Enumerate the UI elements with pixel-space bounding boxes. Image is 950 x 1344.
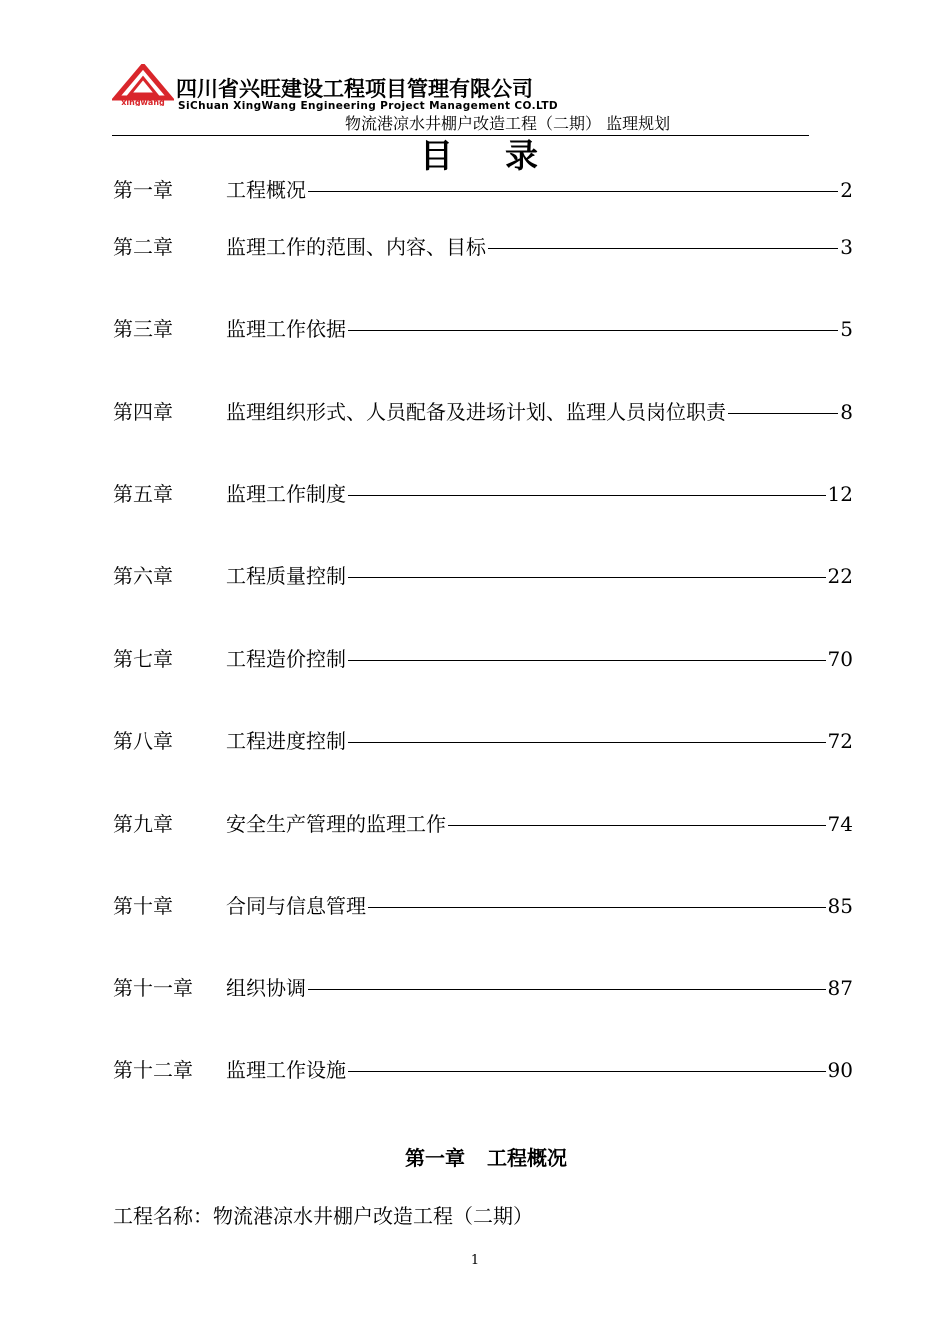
toc-entry-leader xyxy=(348,742,826,743)
section-heading xyxy=(405,1144,567,1172)
toc-entry-heading: 安全生产管理的监理工作 xyxy=(226,812,446,836)
toc-entry-leader xyxy=(308,191,838,192)
toc-entry-leader xyxy=(348,577,826,578)
toc-entry[interactable] xyxy=(113,315,853,343)
toc-entry-page: 74 xyxy=(827,812,853,836)
toc-entry-leader xyxy=(348,660,826,661)
section-chapter: 第一章 xyxy=(405,1146,465,1170)
company-name-cn: 四川省兴旺建设工程项目管理有限公司 xyxy=(176,77,533,101)
toc-entry-chapter: 第四章 xyxy=(113,400,173,424)
toc-entry-leader xyxy=(348,495,826,496)
toc-entry-heading: 合同与信息管理 xyxy=(226,894,366,918)
toc-entry-page: 90 xyxy=(827,1058,853,1082)
toc-entry-chapter: 第七章 xyxy=(113,647,173,671)
toc-entry-heading: 监理工作的范围、内容、目标 xyxy=(226,235,486,259)
toc-entry[interactable] xyxy=(113,810,853,838)
company-logo xyxy=(112,64,174,106)
toc-entry[interactable] xyxy=(113,233,853,261)
toc-entry-heading: 工程概况 xyxy=(226,178,306,202)
toc-entry-page: 22 xyxy=(827,564,853,588)
toc-entry-leader xyxy=(448,825,826,826)
toc-entry-page: 3 xyxy=(840,235,853,259)
toc-entry-chapter: 第六章 xyxy=(113,564,173,588)
triangle-logo-icon xyxy=(112,64,174,106)
toc-entry-chapter: 第十二章 xyxy=(113,1058,193,1082)
toc-entry-chapter: 第二章 xyxy=(113,235,173,259)
toc-entry[interactable] xyxy=(113,480,853,508)
toc-entry-leader xyxy=(308,989,826,990)
toc-entry-page: 70 xyxy=(827,647,853,671)
toc-entry-heading: 监理组织形式、人员配备及进场计划、监理人员岗位职责 xyxy=(226,400,726,424)
toc-entry-heading: 工程造价控制 xyxy=(226,647,346,671)
section-title: 工程概况 xyxy=(487,1146,567,1170)
toc-entry-page: 87 xyxy=(827,976,853,1000)
toc-entry-chapter: 第九章 xyxy=(113,812,173,836)
logo-wordmark: xingwang xyxy=(121,98,165,106)
toc-entry-page: 5 xyxy=(840,317,853,341)
toc-entry-heading: 监理工作制度 xyxy=(226,482,346,506)
project-name-label: 工程名称： xyxy=(113,1204,213,1228)
toc-entry-page: 85 xyxy=(827,894,853,918)
toc-entry-heading: 组织协调 xyxy=(226,976,306,1000)
toc-entry-leader xyxy=(348,330,838,331)
toc-entry-chapter: 第八章 xyxy=(113,729,173,753)
toc-entry[interactable] xyxy=(113,1056,853,1084)
toc-entry[interactable] xyxy=(113,892,853,920)
project-name-value: 物流港凉水井棚户改造工程（二期） xyxy=(213,1204,533,1228)
toc-entry-heading: 工程质量控制 xyxy=(226,564,346,588)
toc-entry-chapter: 第十一章 xyxy=(113,976,193,1000)
toc-entry-heading: 监理工作设施 xyxy=(226,1058,346,1082)
toc-entry[interactable] xyxy=(113,645,853,673)
toc-entry-chapter: 第三章 xyxy=(113,317,173,341)
toc-entry-heading: 工程进度控制 xyxy=(226,729,346,753)
toc-entry-heading: 监理工作依据 xyxy=(226,317,346,341)
toc-entry-leader xyxy=(488,248,838,249)
toc-entry-leader xyxy=(728,413,838,414)
toc-entry[interactable] xyxy=(113,974,853,1002)
toc-entry[interactable] xyxy=(113,398,853,426)
page-number: 1 xyxy=(470,1253,480,1268)
project-name-line xyxy=(113,1202,533,1230)
toc-title: 目录 xyxy=(420,136,590,175)
company-name-en: SiChuan XingWang Engineering Project Management CO.LTD xyxy=(178,100,559,112)
toc-entry-page: 8 xyxy=(840,400,853,424)
toc-entry-page: 12 xyxy=(827,482,853,506)
toc-entry-leader xyxy=(368,907,826,908)
toc-entry-chapter: 第一章 xyxy=(113,178,173,202)
toc-entry[interactable] xyxy=(113,727,853,755)
toc-entry[interactable] xyxy=(113,562,853,590)
toc-entry-page: 72 xyxy=(827,729,853,753)
toc-entry-page: 2 xyxy=(840,178,853,202)
toc-entry-chapter: 第五章 xyxy=(113,482,173,506)
toc-entry[interactable] xyxy=(113,176,853,204)
toc-entry-chapter: 第十章 xyxy=(113,894,173,918)
header-project-title: 物流港凉水井棚户改造工程（二期） 监理规划 xyxy=(345,114,671,133)
toc-entry-leader xyxy=(348,1071,826,1072)
